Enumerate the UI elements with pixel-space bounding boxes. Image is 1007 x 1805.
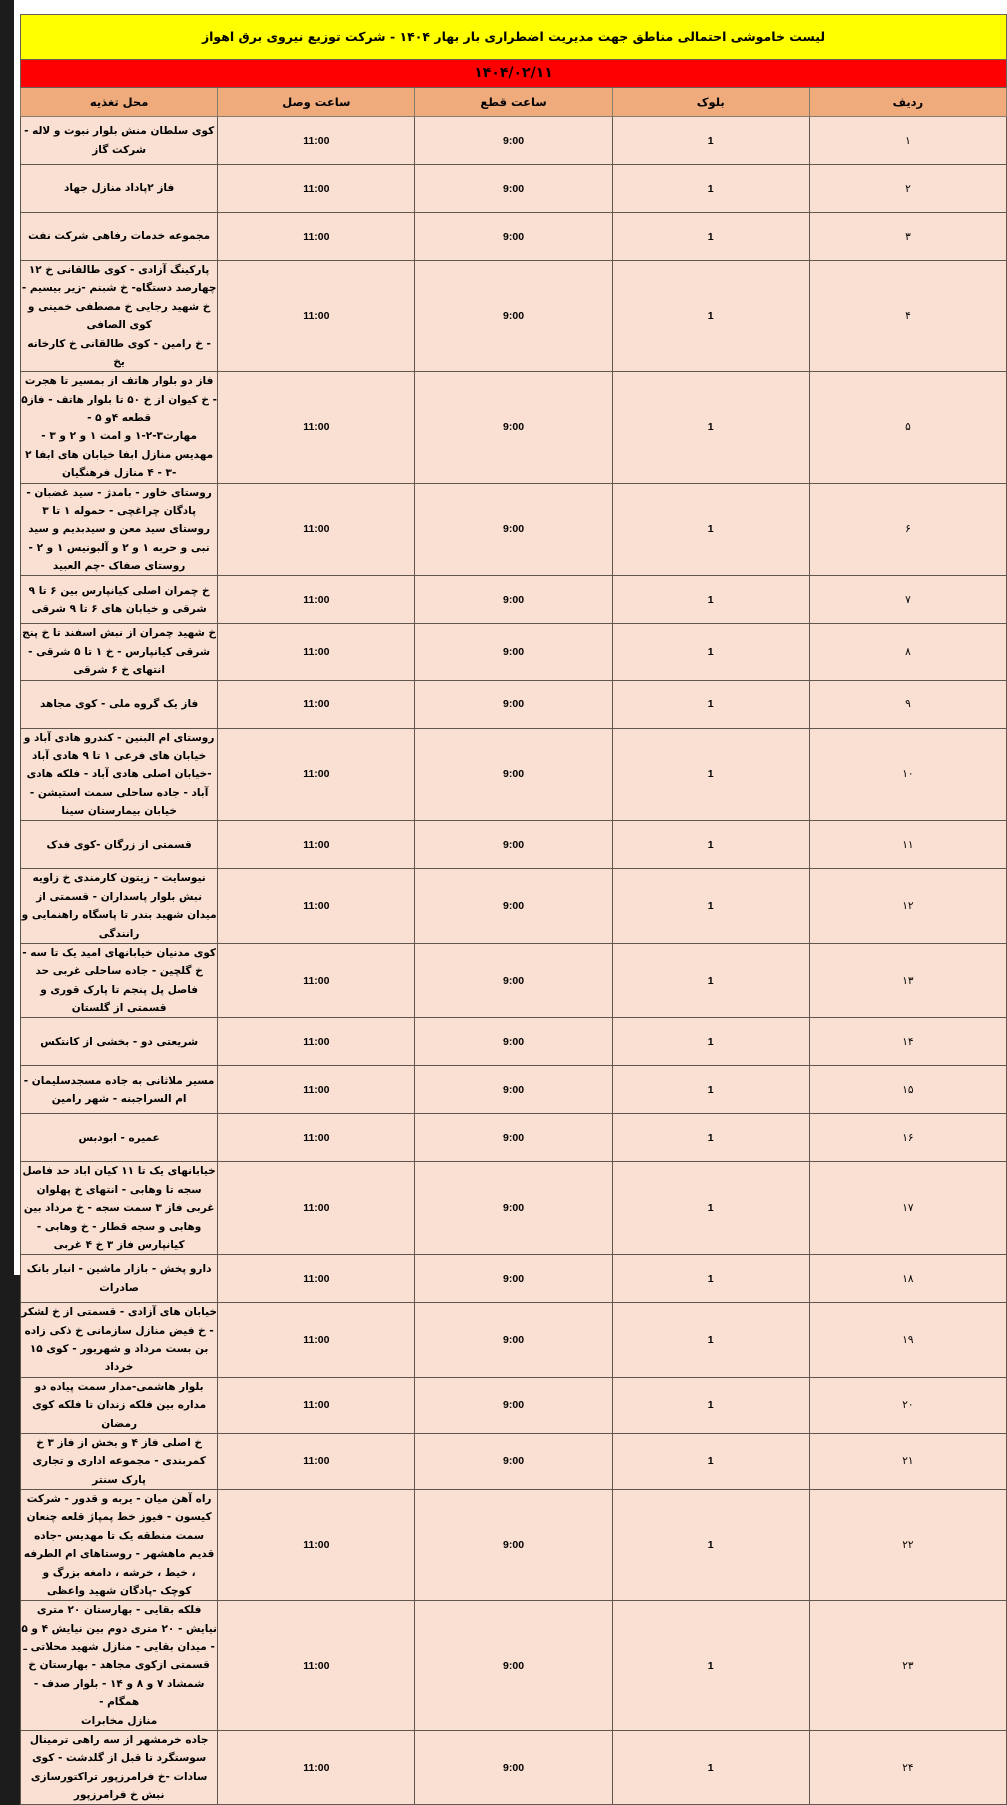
cell-location [21,943,218,1018]
location-line: کوچک -پادگان شهید واعظی [46,1584,192,1597]
cell-off-time: 9:00 [415,372,612,483]
table-row [21,117,1007,165]
cell-radif: ۲۲ [809,1490,1006,1601]
cell-on-time: 11:00 [218,1303,415,1378]
cell-location [21,117,218,165]
table-row [21,1730,1007,1805]
location-line: خیابانهای یک تا ۱۱ کیان اباد حد فاصل سجه تا وهابی - انتهای خ پهلوان غربی فاز ۳ سمت سجه - خ مرداد بین وهابی و سجه قطار - خ وهابی - کیانپارس فاز ۳ خ ۴ غربی [22,1165,216,1251]
cell-location [21,728,218,821]
column-header-radif: ردیف [809,88,1006,117]
cell-block: 1 [612,261,809,372]
table-row [21,576,1007,624]
cell-on-time: 11:00 [218,213,415,261]
location-line: مهارت۳-۲-۱ و امت ۱ و ۲ و ۳ - مهدیس منازل ابفا خیابان های ابفا ۲ -۳ - ۴ منازل فرهنگیان [25,430,214,480]
cell-radif: ۱۹ [809,1303,1006,1378]
cell-off-time: 9:00 [415,213,612,261]
cell-radif: ۲ [809,165,1006,213]
location-line: دارو پخش - بازار ماشین - انبار بانک صادرات [26,1263,212,1294]
cell-on-time: 11:00 [218,1018,415,1066]
cell-off-time: 9:00 [415,869,612,944]
cell-location [21,1490,218,1601]
cell-off-time: 9:00 [415,165,612,213]
cell-on-time: 11:00 [218,117,415,165]
table-header-group [21,15,1007,88]
cell-off-time: 9:00 [415,483,612,576]
table-row [21,1601,1007,1731]
cell-location [21,165,218,213]
cell-location [21,821,218,869]
cell-on-time: 11:00 [218,1730,415,1805]
table-row [21,728,1007,821]
table-row [21,1377,1007,1433]
cell-location [21,624,218,680]
location-line: بلوار هاشمی-مدار سمت پیاده دو مداره بین فلکه زندان تا فلکه کوی رمضان [32,1380,207,1430]
cell-off-time: 9:00 [415,117,612,165]
cell-location [21,372,218,483]
cell-block: 1 [612,483,809,576]
cell-radif: ۱۵ [809,1066,1006,1114]
cell-off-time: 9:00 [415,624,612,680]
table-row [21,1433,1007,1489]
location-line: مجموعه خدمات رفاهی شرکت نفت [28,230,211,243]
cell-location [21,1730,218,1805]
table-row [21,1066,1007,1114]
cell-radif: ۷ [809,576,1006,624]
location-line: پارکینگ آزادی - کوی طالقانی خ ۱۲ چهارصد دستگاه- خ شبنم -زیر بیسیم - خ شهید رجایی خ مصطفی خمینی و کوی الصافی [21,264,217,332]
cell-off-time: 9:00 [415,1601,612,1731]
location-line: راه آهن میان - یربه و قدور - شرکت کیسون - فیوز خط پمپاژ قلعه چنعان سمت منطقه یک تا مهدیس -جاده قدیم ماهشهر - روستاهای ام الطرفه ، خیط ، خرشه ، دامغه بزرگ و [23,1493,215,1579]
cell-block: 1 [612,1490,809,1601]
cell-on-time: 11:00 [218,261,415,372]
cell-on-time: 11:00 [218,1255,415,1303]
cell-radif: ۲۱ [809,1433,1006,1489]
location-line: خیابان های آزادی - قسمتی از خ لشکر - خ فیض منازل سازمانی خ ذکی زاده بن بست مرداد و شهریور - کوی ۱۵ خرداد [21,1306,217,1374]
cell-off-time: 9:00 [415,943,612,1018]
location-line: شریعتی دو - بخشی از کانتکس [40,1035,199,1048]
location-line: فاز دو بلوار هاتف از بمسیر تا هجرت - خ کیوان از خ ۵۰ تا بلوار هاتف - فاز۵ قطعه ۴و ۵ - [21,375,217,424]
location-line: مسیر ملاثانی به جاده مسجدسلیمان - ام السراجبنه - شهر رامین [23,1074,215,1105]
cell-on-time: 11:00 [218,943,415,1018]
cell-radif: ۳ [809,213,1006,261]
cell-block: 1 [612,680,809,728]
location-line: فلکه بقایی - بهارستان ۲۰ متری نیایش - ۲۰ متری دوم بین نیایش ۴ و ۵ - میدان بقایی - منازل شهید محلاتی ـ قسمتی ازکوی مجاهد - بهارستان خ شمشاد ۷ و ۸ و ۱۴ - بلوار صدف - همگام - [21,1604,217,1709]
cell-off-time: 9:00 [415,576,612,624]
table-row [21,372,1007,483]
table-row [21,165,1007,213]
location-line: خ شهید چمران از نبش اسفند تا خ پنج شرقی کیانپارس - خ ۱ تا ۵ شرقی - انتهای خ ۶ شرقی [22,627,217,677]
cell-block: 1 [612,821,809,869]
location-line: قسمتی از زرگان -کوی فدک [46,838,192,851]
table-row [21,680,1007,728]
cell-location [21,576,218,624]
cell-location [21,483,218,576]
table-row [21,483,1007,576]
table-row [21,943,1007,1018]
cell-on-time: 11:00 [218,869,415,944]
cell-off-time: 9:00 [415,821,612,869]
column-header-on-time: ساعت وصل [218,88,415,117]
cell-off-time: 9:00 [415,1730,612,1805]
cell-on-time: 11:00 [218,624,415,680]
cell-block: 1 [612,728,809,821]
cell-radif: ۲۳ [809,1601,1006,1731]
cell-block: 1 [612,576,809,624]
cell-off-time: 9:00 [415,728,612,821]
cell-radif: ۱ [809,117,1006,165]
location-line: جاده خرمشهر از سه راهی ترمینال سوستگرد تا قبل از گلدشت - کوی سادات -خ فرامرزپور تراکتورسازی نبش خ فرامرزپور [29,1733,209,1801]
document-sheet [14,0,1007,1801]
column-header-off-time: ساعت قطع [415,88,612,117]
cell-on-time: 11:00 [218,1377,415,1433]
cell-radif: ۲۰ [809,1377,1006,1433]
cell-location [21,1066,218,1114]
cell-block: 1 [612,1730,809,1805]
cell-block: 1 [612,1114,809,1162]
cell-on-time: 11:00 [218,1162,415,1255]
cell-on-time: 11:00 [218,680,415,728]
cell-on-time: 11:00 [218,165,415,213]
cell-block: 1 [612,117,809,165]
report-title: لیست خاموشی احتمالی مناطق جهت مدیریت اضطراری بار بهار ۱۴۰۴ - شرکت توزیع نیروی برق اهواز [21,15,1007,60]
cell-location [21,1162,218,1255]
cell-radif: ۱۱ [809,821,1006,869]
outage-table-container [20,14,1007,1805]
column-header-row [21,88,1007,117]
cell-radif: ۱۰ [809,728,1006,821]
table-row [21,1255,1007,1303]
location-line: روستای خاور - بامدژ - سید غضبان - پادگان چراغچی - حموله ۱ تا ۳ روستای سید معن و سیدبدیم و سید نبی و حربه ۱ و ۲ و آلبونیس ۱ و ۲ - روستای صفاک -چم العبید [26,486,212,572]
location-line: عمیره - ابودبس [78,1131,160,1144]
cell-off-time: 9:00 [415,1303,612,1378]
cell-radif: ۱۸ [809,1255,1006,1303]
cell-off-time: 9:00 [415,1490,612,1601]
cell-block: 1 [612,1303,809,1378]
cell-location [21,1018,218,1066]
cell-block: 1 [612,213,809,261]
cell-block: 1 [612,1162,809,1255]
cell-block: 1 [612,869,809,944]
column-header-row-group [21,88,1007,117]
table-body [21,117,1007,1805]
table-row [21,1018,1007,1066]
cell-radif: ۴ [809,261,1006,372]
cell-on-time: 11:00 [218,483,415,576]
cell-radif: ۶ [809,483,1006,576]
title-row [21,15,1007,60]
cell-block: 1 [612,165,809,213]
table-row [21,1490,1007,1601]
table-row [21,1114,1007,1162]
outage-schedule-table [20,14,1007,1805]
cell-on-time: 11:00 [218,1490,415,1601]
location-line: خ اصلی فاز ۴ و بخش از فاز ۳ خ کمربندی - مجموعه اداری و تجاری پارک سنتر [32,1436,206,1486]
location-line: خ چمران اصلی کیانپارس بین ۶ تا ۹ شرقی و خیابان های ۶ تا ۹ شرقی [28,584,210,615]
cell-radif: ۱۲ [809,869,1006,944]
cell-block: 1 [612,1255,809,1303]
table-row [21,1303,1007,1378]
cell-off-time: 9:00 [415,680,612,728]
cell-on-time: 11:00 [218,1601,415,1731]
cell-radif: ۱۴ [809,1018,1006,1066]
cell-on-time: 11:00 [218,821,415,869]
cell-on-time: 11:00 [218,1066,415,1114]
cell-location [21,261,218,372]
cell-location [21,1114,218,1162]
cell-location [21,869,218,944]
column-header-block: بلوک [612,88,809,117]
cell-off-time: 9:00 [415,1433,612,1489]
cell-off-time: 9:00 [415,1066,612,1114]
cell-off-time: 9:00 [415,1162,612,1255]
location-line: فاز یک گروه ملی - کوی مجاهد [39,697,199,710]
cell-off-time: 9:00 [415,1255,612,1303]
location-line: نیوسایت - زیتون کارمندی خ زاویه نبش بلوار پاسداران - قسمتی از میدان شهید بندر تا پاسگاه راهنمایی و رانندگی [21,872,217,940]
cell-location [21,1303,218,1378]
cell-radif: ۱۳ [809,943,1006,1018]
cell-radif: ۱۶ [809,1114,1006,1162]
cell-radif: ۹ [809,680,1006,728]
table-row [21,821,1007,869]
date-row [21,60,1007,88]
cell-block: 1 [612,624,809,680]
cell-location [21,213,218,261]
cell-off-time: 9:00 [415,1114,612,1162]
cell-block: 1 [612,943,809,1018]
cell-block: 1 [612,1066,809,1114]
column-header-location: محل تغذیه [21,88,218,117]
cell-on-time: 11:00 [218,1433,415,1489]
cell-location [21,1377,218,1433]
table-row [21,213,1007,261]
report-date: ۱۴۰۴/۰۲/۱۱ [21,60,1007,88]
cell-radif: ۲۴ [809,1730,1006,1805]
cell-radif: ۸ [809,624,1006,680]
location-line: روستای ام البنین - کندرو هادی آباد و خیابان های فرعی ۱ تا ۹ هادی آباد -خیابان اصلی هادی آباد - فلکه هادی آباد - جاده ساحلی سمت استیشن - خیابان بیمارستان سینا [23,731,215,817]
location-line: کوی سلطان منش بلوار نبوت و لاله - شرکت گاز [24,125,215,156]
cell-location [21,1255,218,1303]
location-line: - خ رامین - کوی طالقانی خ کارخانه یخ [27,337,211,368]
cell-on-time: 11:00 [218,728,415,821]
cell-location [21,1601,218,1731]
table-row [21,1162,1007,1255]
cell-on-time: 11:00 [218,1114,415,1162]
location-line: فاز ۲پاداد منازل جهاد [64,182,175,195]
cell-block: 1 [612,1018,809,1066]
cell-block: 1 [612,1433,809,1489]
cell-location [21,680,218,728]
cell-block: 1 [612,372,809,483]
location-line: منازل مخابرات [81,1714,158,1727]
cell-block: 1 [612,1601,809,1731]
table-row [21,869,1007,944]
table-row [21,624,1007,680]
cell-radif: ۱۷ [809,1162,1006,1255]
cell-off-time: 9:00 [415,1377,612,1433]
cell-location [21,1433,218,1489]
cell-off-time: 9:00 [415,1018,612,1066]
cell-on-time: 11:00 [218,576,415,624]
location-line: کوی مدنیان خیابانهای امید یک تا سه - خ گلچین - جاده ساحلی غربی حد فاصل پل پنجم تا پارک قوری و قسمتی از گلستان [22,946,217,1014]
cell-on-time: 11:00 [218,372,415,483]
cell-block: 1 [612,1377,809,1433]
cell-off-time: 9:00 [415,261,612,372]
table-row [21,261,1007,372]
cell-radif: ۵ [809,372,1006,483]
